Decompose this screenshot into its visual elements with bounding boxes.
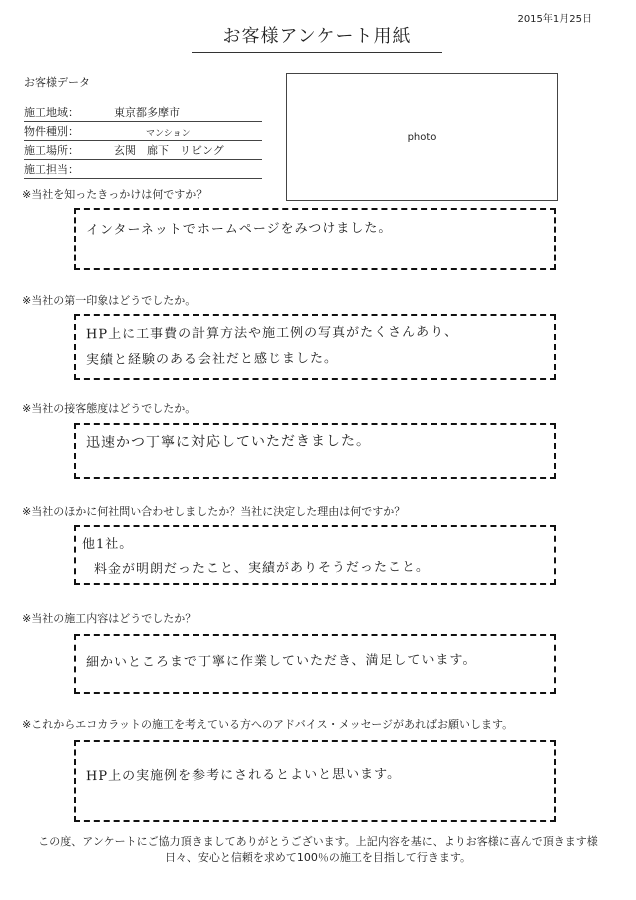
info-row-property-type	[24, 122, 262, 141]
footer-line-1: この度、アンケートにご協力頂きましてありがとうございます。上記内容を基に、よりお客様に喜んで頂きます様	[38, 835, 598, 848]
question-3: ※当社の接客態度はどうでしたか。	[22, 402, 197, 415]
info-value: マンション	[146, 129, 191, 139]
answer-2-line-2: 実績と経験のある会社だと感じました。	[85, 351, 339, 368]
question-6: ※これからエコカラットの施工を考えている方へのアドバイス・メッセージがあればお願いします。	[22, 718, 514, 731]
info-row-location	[24, 141, 262, 160]
survey-date: 2015年1月25日	[517, 14, 592, 25]
answer-box-1	[74, 208, 556, 270]
photo-label: photo	[407, 132, 437, 143]
info-label: 物件種別：	[24, 125, 79, 138]
customer-info-table	[24, 103, 262, 179]
info-row-staff	[24, 160, 262, 179]
answer-4-line-2: 料金が明朗だったこと、実績がありそうだったこと。	[93, 559, 431, 578]
info-label: 施工地域：	[24, 106, 79, 119]
info-label: 施工場所：	[24, 144, 79, 157]
answer-box-6	[74, 740, 556, 822]
info-row-area	[24, 103, 262, 122]
answer-2-line-1: HP上に工事費の計算方法や施工例の写真がたくさんあり、	[85, 324, 459, 343]
question-2: ※当社の第一印象はどうでしたか。	[22, 294, 197, 307]
info-label: 施工担当：	[24, 163, 79, 176]
footer-line-2: 日々、安心と信頼を求めて100％の施工を目指して行きます。	[164, 851, 472, 864]
photo-placeholder	[286, 73, 558, 201]
answer-1-line-1: インターネットでホームページをみつけました。	[85, 220, 393, 239]
question-4: ※当社のほかに何社問い合わせしましたか？当社に決定した理由は何ですか？	[22, 505, 406, 518]
answer-box-3	[74, 423, 556, 479]
page-title: お客様アンケート用紙	[192, 22, 442, 53]
answer-6-line-1: HP上の実施例を参考にされるとよいと思います。	[85, 766, 402, 785]
question-5: ※当社の施工内容はどうでしたか？	[22, 612, 197, 625]
answer-box-4	[74, 525, 556, 585]
answer-box-5	[74, 634, 556, 694]
answer-4-line-1: 他1社。	[81, 536, 134, 553]
question-1: ※当社を知ったきっかけは何ですか？	[22, 188, 208, 201]
info-value: 東京都多摩市	[114, 106, 180, 119]
answer-5-line-1: 細かいところまで丁寧に作業していただき、満足しています。	[85, 652, 477, 671]
answer-box-2	[74, 314, 556, 380]
info-value: 玄関 廊下 リビング	[114, 144, 224, 157]
title-block	[192, 22, 442, 53]
answer-3-line-1: 迅速かつ丁寧に対応していただきました。	[85, 433, 372, 451]
customer-data-heading: お客様データ	[24, 76, 90, 89]
